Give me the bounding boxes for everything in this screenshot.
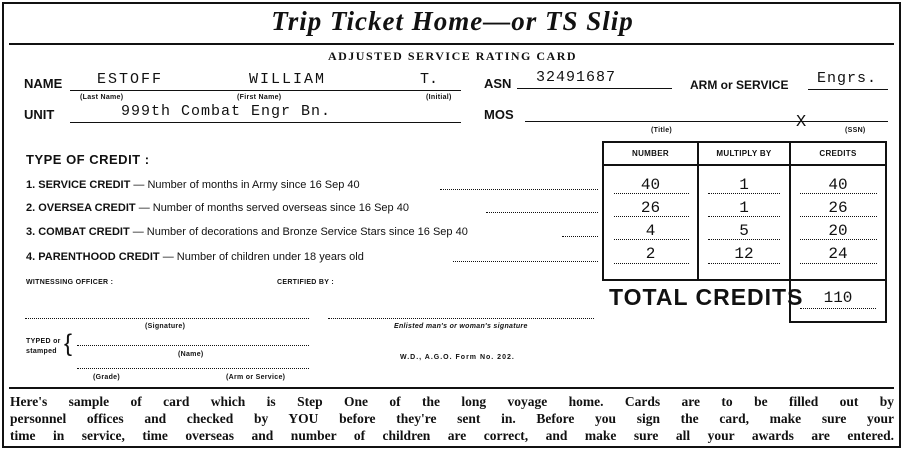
footer-line: personnel offices and checked by YOU before they're sent in. Before you sign the card, make sure your [10,411,894,426]
last-name-value: ESTOFF [97,71,164,88]
credit-desc: — Number of months served overseas since 16 Sep 40 [138,202,409,214]
typed-name-line-2 [77,368,309,369]
arm-service-label: ARM or SERVICE [690,78,789,92]
arm-caption: (Arm or Service) [226,374,286,381]
title-caption: (Title) [651,127,673,134]
ssn-caption: (SSN) [845,127,866,134]
unit-value: 999th Combat Engr Bn. [121,103,332,120]
credit-label: 1. SERVICE CREDIT [26,179,131,191]
mos-mark: X [796,113,807,132]
credit-desc: — Number of children under 18 years old [162,251,364,263]
cell-multiplier: 1 [739,199,749,217]
credit-leader [440,189,598,190]
initial-value: T. [420,71,439,88]
credit-leader [486,212,598,213]
cell-rule [708,239,780,240]
name-line [70,90,461,91]
cell-rule [614,216,689,217]
header-number: NUMBER [632,149,669,158]
header-multiply: MULTIPLY BY [716,149,772,158]
name-caption: (Name) [178,351,204,358]
mos-line [525,121,888,122]
credit-label: 2. OVERSEA CREDIT [26,202,136,214]
enlisted-signature-caption: Enlisted man's or woman's signature [394,323,528,330]
enlisted-signature-line [328,318,594,319]
total-credits-value: 110 [823,289,853,307]
credit-desc: — Number of decorations and Bronze Service Stars since 16 Sep 40 [132,226,468,238]
cell-rule [708,263,780,264]
witnessing-officer-label: WITNESSING OFFICER : [26,279,114,286]
asn-line [517,88,672,89]
first-name-value: WILLIAM [249,71,327,88]
unit-label: UNIT [24,107,55,122]
asn-value: 32491687 [536,69,617,86]
cell-credits: 20 [828,222,848,240]
footer-line: Here's sample of card which is Step One of the long voyage home. Cards are to be filled out by [10,394,894,409]
brace-icon: { [64,330,73,357]
cell-rule [800,263,877,264]
credit-leader [562,236,598,237]
cell-number: 4 [645,222,656,240]
cell-rule [800,239,877,240]
grade-caption: (Grade) [93,374,120,381]
certified-by-label: CERTIFIED BY : [277,279,334,286]
total-credits-label: TOTAL CREDITS [609,284,804,310]
form-number: W.D., A.G.O. Form No. 202. [400,354,515,361]
initial-caption: (Initial) [426,94,452,101]
header-credits: CREDITS [819,149,857,158]
asn-label: ASN [484,76,512,91]
cell-number: 40 [640,176,661,194]
cell-number: 26 [640,199,661,217]
credit-row [26,202,409,214]
cell-credits: 24 [828,245,848,263]
officer-signature-line [25,318,309,319]
footer-caption [10,393,894,444]
typed-name-line-1 [77,345,309,346]
credit-table [602,141,887,281]
cell-rule [614,263,689,264]
cell-credits: 26 [828,199,848,217]
name-label: NAME [24,76,63,91]
signature-caption: (Signature) [145,323,186,330]
credit-label: 4. PARENTHOOD CREDIT [26,251,160,263]
page-title: Trip Ticket Home—or TS Slip [271,6,634,36]
mos-label: MOS [484,107,514,122]
cell-rule [614,239,689,240]
cell-credits: 40 [828,176,848,194]
credit-row [26,226,468,238]
credit-row [26,251,364,263]
credit-heading: TYPE OF CREDIT : [26,152,150,167]
footer-line: time in service, time overseas and number of children are correct, and make sure all your awards are entered. [10,428,894,443]
credit-label: 3. COMBAT CREDIT [26,226,130,238]
total-rule [800,308,876,309]
cell-rule [708,216,780,217]
cell-rule [800,216,877,217]
cell-multiplier: 5 [739,222,749,240]
arm-service-line [808,89,888,90]
last-name-caption: (Last Name) [80,94,124,101]
typed-label: TYPED or [26,338,61,345]
stamped-label: stamped [26,348,57,355]
unit-line [70,122,461,123]
credit-row [26,179,360,191]
cell-multiplier: 1 [739,176,749,194]
credit-leader [453,261,598,262]
cell-rule [614,193,689,194]
cell-number: 2 [645,245,656,263]
arm-service-value: Engrs. [817,70,878,87]
cell-rule [708,193,780,194]
first-name-caption: (First Name) [237,94,282,101]
footer-divider [9,387,894,389]
table-header-rule [604,164,885,166]
cell-rule [800,193,877,194]
credit-desc: — Number of months in Army since 16 Sep 40 [133,179,360,191]
cell-multiplier: 12 [734,245,754,263]
title-divider [9,43,894,45]
card-title: ADJUSTED SERVICE RATING CARD [327,49,578,63]
